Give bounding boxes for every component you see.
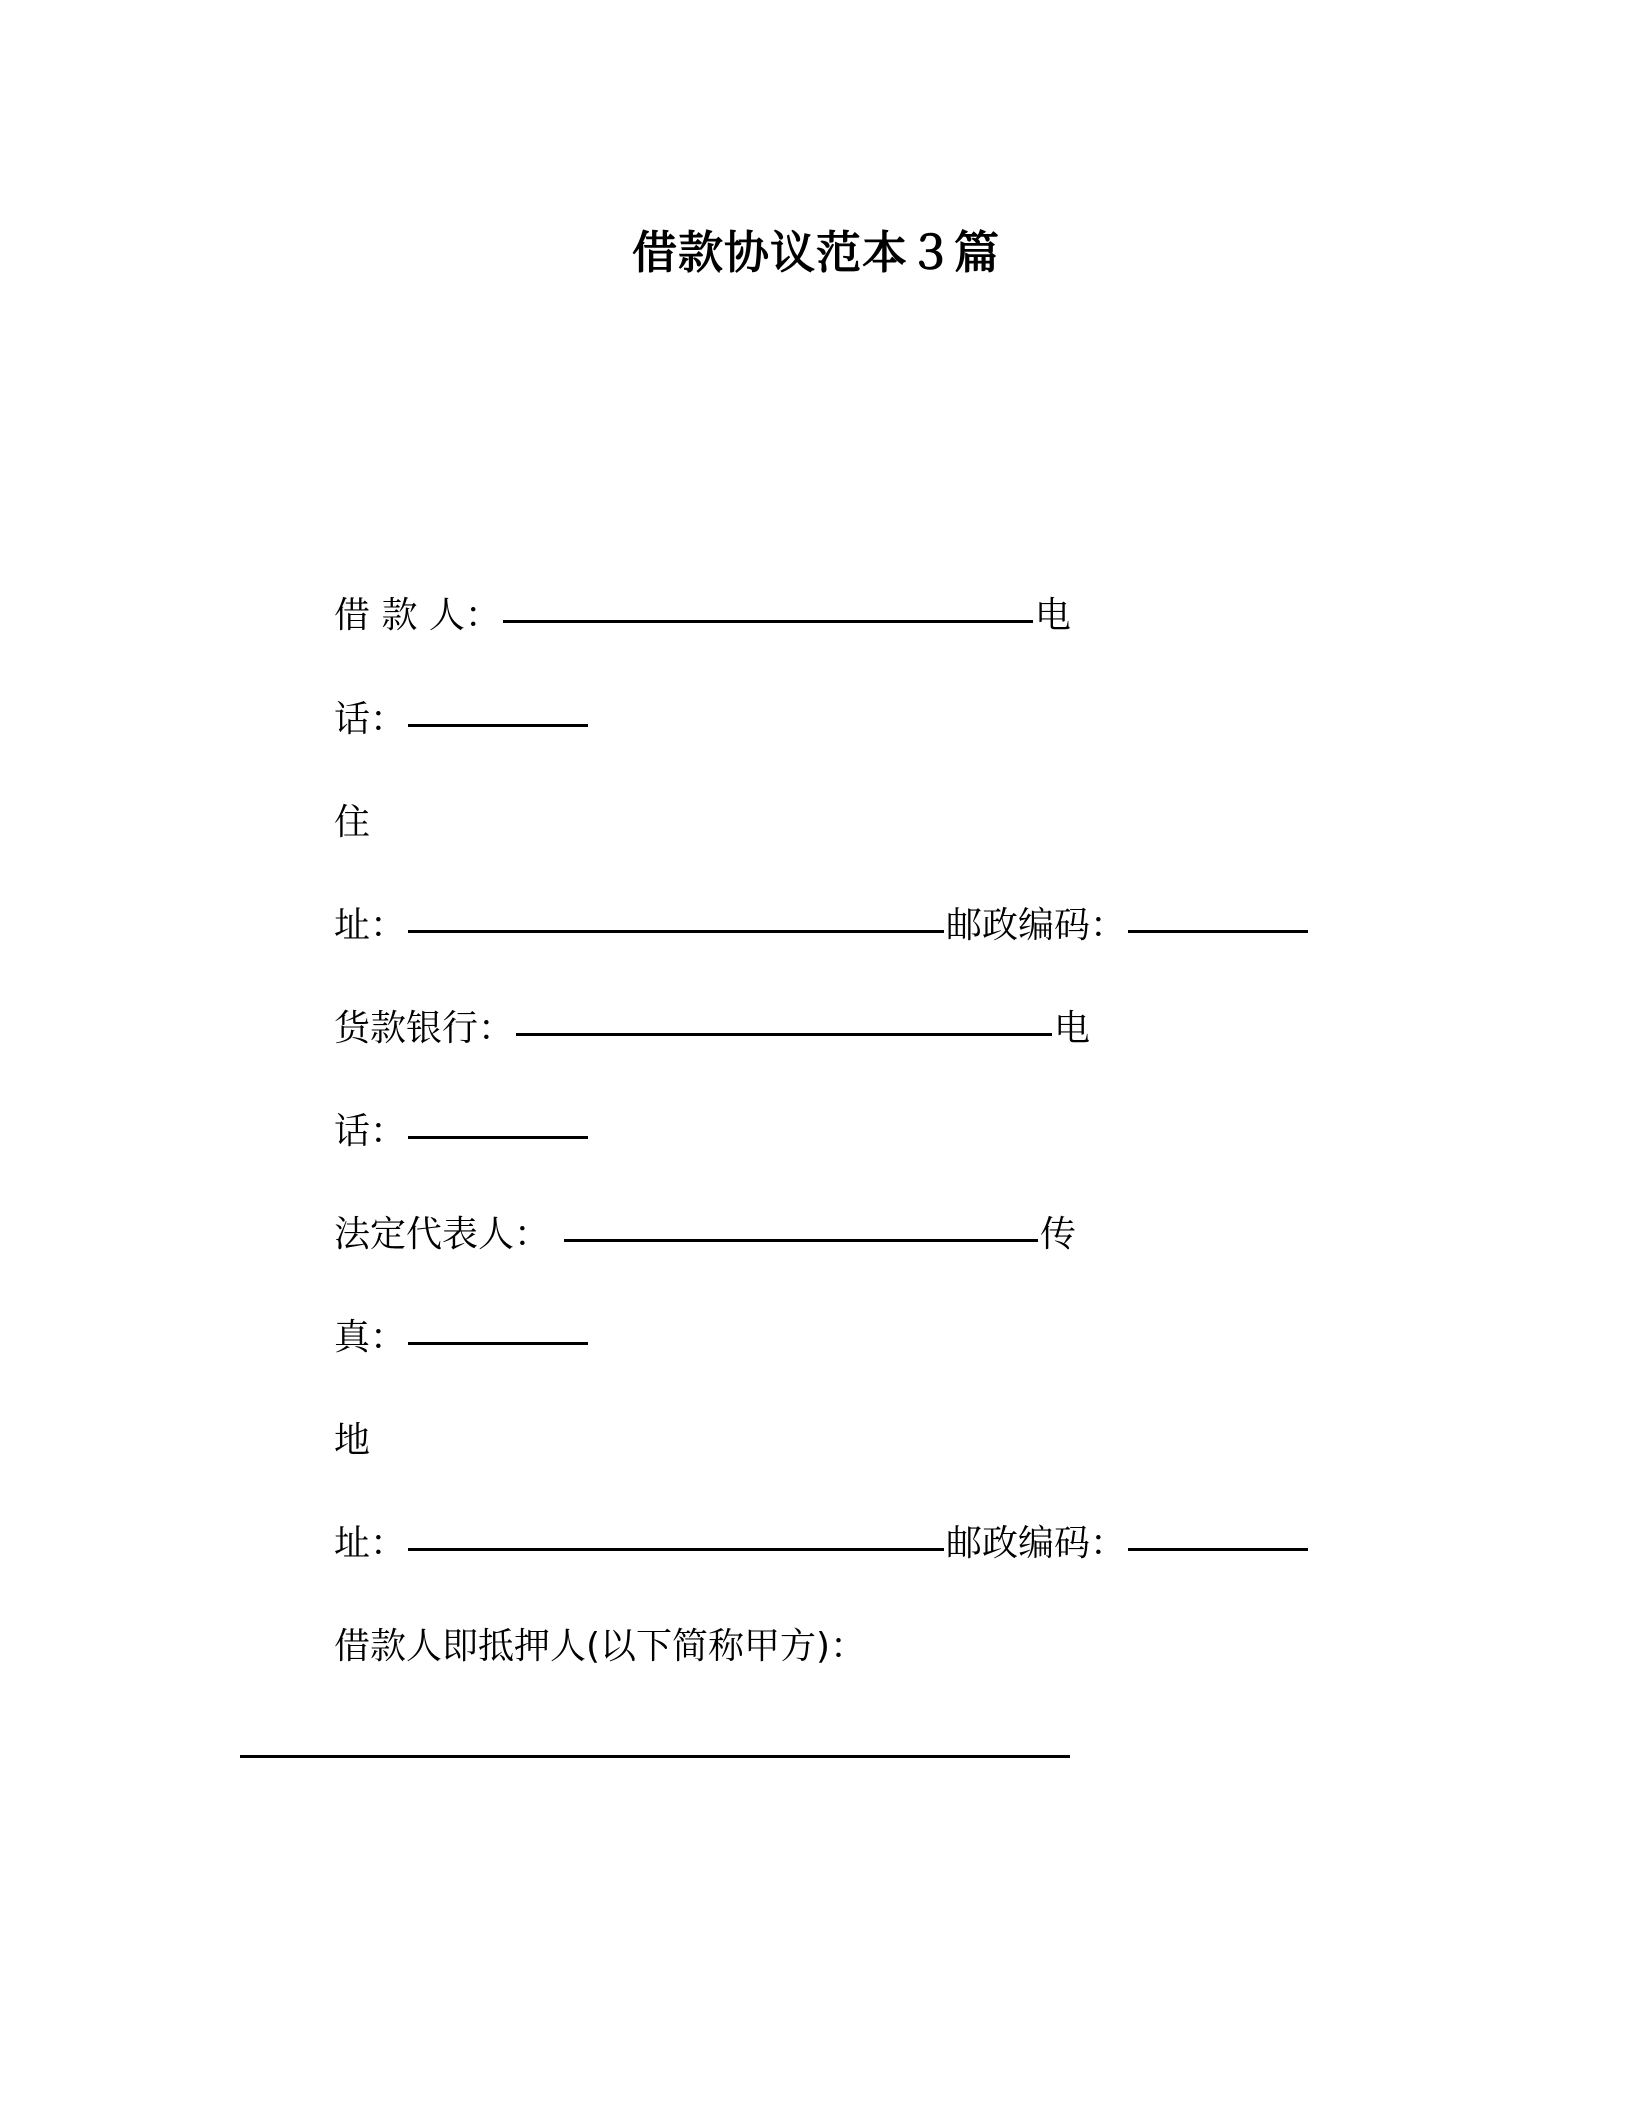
- bank-phone-label-start: 电: [1054, 1008, 1091, 1049]
- borrower-address-label-start-line: [334, 793, 370, 853]
- bank-address-label-start: 地: [334, 1420, 371, 1461]
- bank-phone-blank[interactable]: [408, 1136, 588, 1139]
- bank-address-blank[interactable]: [408, 1548, 944, 1551]
- borrower-address-label-start: 住: [334, 802, 371, 843]
- borrower-blank[interactable]: [503, 620, 1033, 623]
- legal-rep-line: [334, 1205, 1076, 1265]
- borrower-label: 借 款 人：: [334, 595, 501, 636]
- fax-blank[interactable]: [408, 1342, 588, 1345]
- bank-postcode-label: 邮政编码：: [946, 1523, 1127, 1564]
- borrower-phone-line: [334, 690, 590, 750]
- bank-label: 货款银行：: [334, 1008, 515, 1049]
- borrower-address-line: [334, 896, 1310, 956]
- bank-blank[interactable]: [516, 1033, 1052, 1036]
- fax-label-start: 传: [1040, 1214, 1077, 1255]
- party-a-blank[interactable]: [240, 1755, 1070, 1758]
- borrower-phone-blank[interactable]: [408, 724, 588, 727]
- borrower-address-blank[interactable]: [408, 930, 944, 933]
- legal-rep-blank[interactable]: [564, 1239, 1038, 1242]
- fax-line: [334, 1308, 590, 1368]
- bank-line: [334, 999, 1090, 1059]
- bank-address-line: [334, 1514, 1310, 1574]
- borrower-line: [334, 586, 1071, 646]
- borrower-postcode-blank[interactable]: [1128, 930, 1308, 933]
- bank-postcode-blank[interactable]: [1128, 1548, 1308, 1551]
- borrower-phone-label: 话：: [334, 699, 407, 740]
- legal-rep-label: 法定代表人：: [334, 1214, 551, 1255]
- bank-address-label: 址：: [334, 1523, 407, 1564]
- party-a-line: [334, 1617, 866, 1677]
- borrower-phone-label-start: 电: [1034, 595, 1071, 636]
- borrower-address-label: 址：: [334, 905, 407, 946]
- borrower-postcode-label: 邮政编码：: [946, 905, 1127, 946]
- document-title: 借款协议范本３篇: [631, 226, 1000, 279]
- bank-address-label-start-line: [334, 1411, 370, 1471]
- party-a-label: 借款人即抵押人(以下简称甲方)：: [334, 1626, 867, 1667]
- bank-phone-line: [334, 1102, 590, 1162]
- bank-phone-label: 话：: [334, 1111, 407, 1152]
- fax-label: 真：: [334, 1317, 407, 1358]
